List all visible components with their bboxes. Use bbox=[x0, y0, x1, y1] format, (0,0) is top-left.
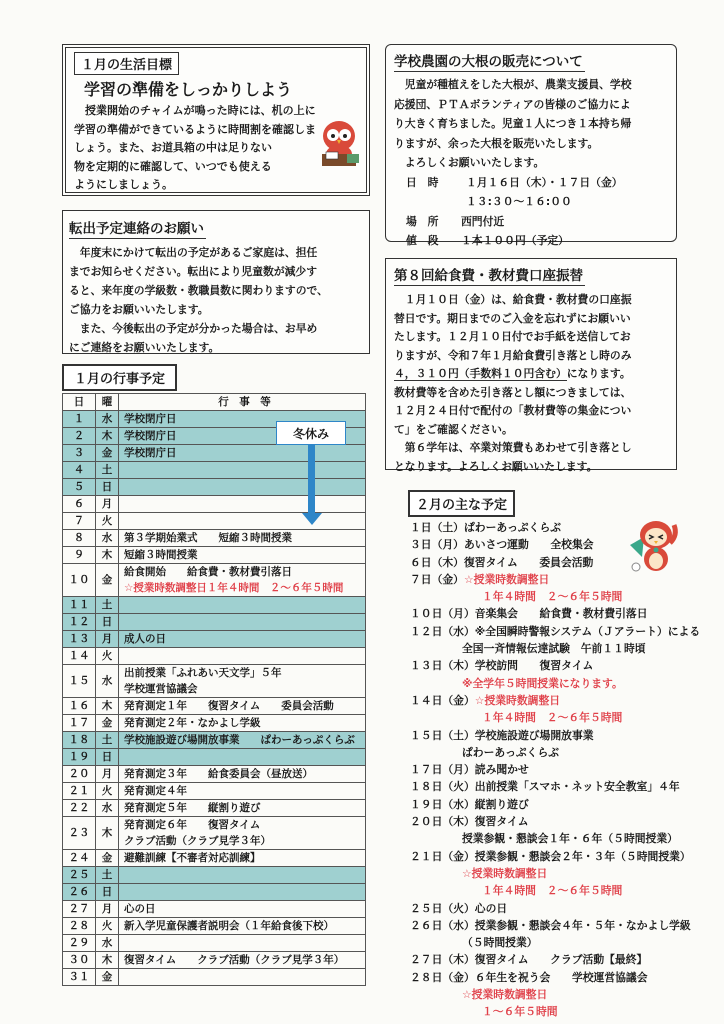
arrow-down-icon bbox=[302, 513, 322, 525]
weekday-cell: 金 bbox=[96, 969, 119, 986]
list-item bbox=[410, 778, 700, 795]
transfer-line: にご連絡をお願いいたします。 bbox=[69, 341, 220, 354]
table-row bbox=[63, 850, 366, 867]
event-text: 発育測定６年 復習タイム bbox=[124, 819, 261, 831]
event-text: 短縮３時間授業 bbox=[124, 549, 198, 561]
event-text: 復習タイム クラブ活動（クラブ見学３年） bbox=[124, 954, 345, 966]
weekday-cell: 火 bbox=[96, 648, 119, 665]
weekday-cell: 月 bbox=[96, 766, 119, 783]
weekday-cell: 土 bbox=[96, 732, 119, 749]
february-event: 学校訪問 復習タイム bbox=[474, 659, 594, 673]
radish-price-value: １本１００円（予定） bbox=[461, 234, 569, 247]
weekday-cell: 月 bbox=[96, 901, 119, 918]
table-row bbox=[63, 698, 366, 715]
day-cell: ２９ bbox=[63, 935, 96, 952]
weekday-cell: 火 bbox=[96, 783, 119, 800]
event-text-second-line: クラブ活動（クラブ見学３年） bbox=[124, 835, 271, 847]
list-item bbox=[410, 796, 700, 813]
february-date: ２８日（金） bbox=[410, 970, 475, 984]
transfer-line: までお知らせください。転出により児童数が減少す bbox=[69, 265, 318, 278]
payment-line: １２月２４日付で配付の「教材費等の集金につい bbox=[394, 404, 632, 417]
event-cell bbox=[119, 496, 366, 513]
payment-line: となります。よろしくお願いいたします。 bbox=[394, 459, 598, 473]
event-cell bbox=[119, 479, 366, 496]
event-cell bbox=[119, 952, 366, 969]
table-row bbox=[63, 817, 366, 850]
february-event: ぱわーあっぷくらぶ bbox=[463, 521, 562, 534]
february-adjustment-hours: １年４時間 ２～６年５時間 bbox=[482, 590, 623, 604]
day-cell: １６ bbox=[63, 698, 96, 715]
february-adjustment-note: ☆授業時数調整日 bbox=[463, 572, 550, 586]
day-cell: ２１ bbox=[63, 783, 96, 800]
weekday-cell: 金 bbox=[96, 850, 119, 867]
list-item bbox=[410, 571, 700, 588]
list-item bbox=[410, 848, 700, 865]
radish-date-label: 日 時 bbox=[406, 175, 439, 189]
weekday-cell: 土 bbox=[96, 597, 119, 614]
event-cell bbox=[119, 901, 366, 918]
header-day: 日 bbox=[63, 394, 96, 411]
radish-price-label: 値 段 bbox=[406, 234, 439, 247]
event-cell bbox=[119, 513, 366, 530]
transfer-line: ると、来年度の学級数・教職員数に関わりますので、 bbox=[69, 284, 328, 297]
event-cell bbox=[119, 783, 366, 800]
day-cell: １５ bbox=[63, 665, 96, 698]
january-schedule-table bbox=[62, 393, 366, 986]
list-item bbox=[410, 951, 700, 968]
february-date: １７日（月） bbox=[410, 763, 475, 777]
table-row bbox=[63, 614, 366, 631]
event-cell bbox=[119, 462, 366, 479]
february-event: 復習タイム bbox=[474, 815, 529, 829]
life-goal-line: 学習の準備ができているように時間割を確認しま bbox=[74, 122, 316, 136]
list-item bbox=[410, 519, 700, 536]
table-row bbox=[63, 935, 366, 952]
weekday-cell: 日 bbox=[96, 749, 119, 766]
event-text: 避難訓練【不審者対応訓練】 bbox=[124, 852, 261, 864]
transfer-line: ご協力をお願いいたします。 bbox=[69, 303, 209, 316]
table-row bbox=[63, 479, 366, 496]
payment-line: 第６学年は、卒業対策費もあわせて引き落とし bbox=[404, 441, 632, 454]
february-event-continued: ぱわーあっぷくらぶ bbox=[462, 745, 560, 759]
day-cell: ４ bbox=[63, 462, 96, 479]
radish-date-value: １月１６日（木）・１７日（金） bbox=[466, 175, 623, 189]
february-date: １９日（水） bbox=[410, 797, 475, 811]
payment-line: 教材費等を含めた引き落とし額につきましては、 bbox=[394, 385, 632, 399]
february-date: ２６日（水） bbox=[410, 918, 475, 932]
event-cell bbox=[119, 766, 366, 783]
event-cell bbox=[119, 698, 366, 715]
february-adjustment-note: ☆授業時数調整日 bbox=[474, 693, 561, 707]
list-item bbox=[410, 900, 700, 917]
february-date: １２日（水） bbox=[410, 624, 475, 638]
february-date: ７日（金） bbox=[410, 572, 464, 586]
day-cell: ３１ bbox=[63, 969, 96, 986]
weekday-cell: 日 bbox=[96, 479, 119, 496]
event-text: 学校閉庁日 bbox=[124, 447, 177, 459]
weekday-cell: 日 bbox=[96, 614, 119, 631]
table-row bbox=[63, 918, 366, 935]
table-row bbox=[63, 952, 366, 969]
day-cell: １４ bbox=[63, 648, 96, 665]
table-row bbox=[63, 665, 366, 698]
event-cell bbox=[119, 732, 366, 749]
table-row bbox=[63, 564, 366, 597]
life-goal-tag: １月の生活目標 bbox=[74, 52, 179, 75]
list-item bbox=[410, 657, 700, 674]
weekday-cell: 木 bbox=[96, 952, 119, 969]
february-event-continued: （５時間授業） bbox=[462, 936, 538, 950]
february-adjustment-note: ☆授業時数調整日 bbox=[462, 866, 548, 880]
table-row bbox=[63, 783, 366, 800]
day-cell: ２３ bbox=[63, 817, 96, 850]
transfer-heading: 転出予定連絡のお願い bbox=[69, 217, 206, 239]
payment-heading: 第８回給食費・教材費口座振替 bbox=[394, 264, 585, 286]
weekday-cell: 月 bbox=[96, 631, 119, 648]
day-cell: １９ bbox=[63, 749, 96, 766]
list-item bbox=[410, 605, 700, 622]
february-date: ２５日（火） bbox=[410, 901, 475, 915]
life-goal-line: ようにしましょう。 bbox=[74, 178, 173, 191]
table-row bbox=[63, 597, 366, 614]
event-cell bbox=[119, 850, 366, 867]
weekday-cell: 水 bbox=[96, 935, 119, 952]
february-event: 授業参観・懇談会４年・５年・なかよし学級 bbox=[474, 918, 691, 932]
february-date: １４日（金） bbox=[410, 693, 475, 707]
event-cell bbox=[119, 547, 366, 564]
event-cell bbox=[119, 918, 366, 935]
january-schedule-tag: １月の行事予定 bbox=[62, 364, 177, 391]
header-weekday: 曜 bbox=[96, 394, 119, 411]
transfer-line: また、今後転出の予定が分かった場合は、お早め bbox=[79, 322, 318, 335]
event-cell bbox=[119, 969, 366, 986]
day-cell: ２２ bbox=[63, 800, 96, 817]
table-row bbox=[63, 496, 366, 513]
payment-amount-suffix: になります。 bbox=[566, 367, 631, 380]
radish-line: り大きく育ちました。児童１人につき１本持ち帰 bbox=[394, 117, 632, 130]
day-cell: １０ bbox=[63, 564, 96, 597]
february-date: ２７日（木） bbox=[410, 953, 475, 967]
radish-sale-box bbox=[385, 44, 677, 247]
list-item bbox=[410, 813, 700, 830]
event-cell bbox=[119, 530, 366, 547]
payment-line: て」をご確認ください。 bbox=[394, 422, 513, 436]
event-text: 発育測定１年 復習タイム 委員会活動 bbox=[124, 700, 334, 712]
day-cell: １ bbox=[63, 411, 96, 428]
list-item bbox=[410, 761, 700, 778]
list-item bbox=[410, 727, 700, 744]
table-row bbox=[63, 648, 366, 665]
february-event: 縦割り遊び bbox=[474, 797, 529, 811]
event-cell bbox=[119, 631, 366, 648]
february-event: 復習タイム 委員会活動 bbox=[463, 555, 594, 569]
life-goal-line: 物を定期的に確認して、いつでも使える bbox=[74, 159, 272, 173]
life-goal-line: しょう。また、お道具箱の中は足りない bbox=[74, 141, 272, 154]
event-text: 学校閉庁日 bbox=[124, 430, 177, 442]
winter-break-arrow-shaft bbox=[308, 445, 315, 515]
weekday-cell: 水 bbox=[96, 665, 119, 698]
radish-line: よろしくお願いいたします。 bbox=[404, 156, 545, 169]
table-row bbox=[63, 631, 366, 648]
table-row bbox=[63, 969, 366, 986]
weekday-cell: 木 bbox=[96, 547, 119, 564]
february-event-continued: 授業参観・懇談会１年・６年（５時間授業） bbox=[462, 832, 678, 846]
day-cell: ３０ bbox=[63, 952, 96, 969]
day-cell: １８ bbox=[63, 732, 96, 749]
radish-line: りますが、余った大根を販売いたします。 bbox=[394, 136, 599, 150]
radish-time-value: １３:３０～１６:００ bbox=[466, 195, 572, 208]
event-cell bbox=[119, 715, 366, 732]
weekday-cell: 木 bbox=[96, 698, 119, 715]
table-row bbox=[63, 462, 366, 479]
payment-line: りますが、令和７年１月給食費引き落とし時のみ bbox=[394, 348, 632, 362]
payment-line: たします。１２月１０日付でお手紙を送信してお bbox=[394, 330, 631, 343]
weekday-cell: 水 bbox=[96, 530, 119, 547]
weekday-cell: 火 bbox=[96, 513, 119, 530]
table-row bbox=[63, 732, 366, 749]
radish-place-label: 場 所 bbox=[406, 214, 439, 228]
february-schedule-list bbox=[410, 519, 700, 1021]
february-date: １５日（土） bbox=[410, 728, 475, 742]
transfer-line: 年度末にかけて転出の予定があるご家庭は、担任 bbox=[79, 246, 318, 259]
table-row bbox=[63, 530, 366, 547]
day-cell: ７ bbox=[63, 513, 96, 530]
february-event: 授業参観・懇談会２年・３年（５時間授業） bbox=[474, 849, 691, 863]
list-item bbox=[410, 692, 700, 709]
day-cell: ５ bbox=[63, 479, 96, 496]
february-adjustment-hours: １年４時間 ２～６年５時間 bbox=[482, 884, 623, 898]
weekday-cell: 木 bbox=[96, 817, 119, 850]
event-cell bbox=[119, 648, 366, 665]
february-date: ６日（木） bbox=[410, 555, 464, 569]
list-item bbox=[410, 554, 700, 571]
event-text: 学校施設遊び場開放事業 ぱわーあっぷくらぶ bbox=[124, 734, 355, 746]
day-cell: ２ bbox=[63, 428, 96, 445]
weekday-cell: 火 bbox=[96, 918, 119, 935]
weekday-cell: 水 bbox=[96, 411, 119, 428]
february-schedule-tag: ２月の主な予定 bbox=[408, 490, 515, 517]
event-text: 発育測定５年 縦割り遊び bbox=[124, 802, 261, 814]
february-adjustment-hours: １年４時間 ２～６年５時間 bbox=[482, 711, 623, 725]
february-event: 音楽集会 給食費・教材費引落日 bbox=[474, 607, 648, 621]
event-cell bbox=[119, 564, 366, 597]
february-date: １日（土） bbox=[410, 521, 464, 534]
table-row bbox=[63, 445, 366, 462]
radish-line: 応援団、ＰＴＡボランティアの皆様のご協力によ bbox=[394, 97, 631, 111]
weekday-cell: 土 bbox=[96, 867, 119, 884]
table-row bbox=[63, 715, 366, 732]
payment-notice-box bbox=[385, 258, 677, 473]
event-cell bbox=[119, 817, 366, 850]
february-date: ２０日（木） bbox=[410, 815, 475, 829]
day-cell: ８ bbox=[63, 530, 96, 547]
event-text-second-line: 学校運営協議会 bbox=[124, 683, 198, 695]
february-event: 読み聞かせ bbox=[474, 763, 529, 777]
list-item bbox=[410, 536, 700, 553]
day-cell: １２ bbox=[63, 614, 96, 631]
event-text: 発育測定３年 給食委員会（昼放送） bbox=[124, 768, 313, 780]
day-cell: １１ bbox=[63, 597, 96, 614]
february-adjustment-hours: １～６年５時間 bbox=[482, 1005, 558, 1019]
event-text: 成人の日 bbox=[124, 633, 166, 645]
weekday-cell: 木 bbox=[96, 428, 119, 445]
event-cell bbox=[119, 800, 366, 817]
header-events: 行 事 等 bbox=[119, 394, 366, 411]
event-cell bbox=[119, 614, 366, 631]
day-cell: １３ bbox=[63, 631, 96, 648]
weekday-cell: 水 bbox=[96, 800, 119, 817]
list-item bbox=[410, 969, 700, 986]
table-row bbox=[63, 800, 366, 817]
february-event: 学校施設遊び場開放事業 bbox=[474, 728, 594, 742]
weekday-cell: 月 bbox=[96, 496, 119, 513]
february-event: 復習タイム クラブ活動【最終】 bbox=[474, 953, 648, 967]
table-row bbox=[63, 901, 366, 918]
day-cell: ２４ bbox=[63, 850, 96, 867]
owl-mascot-studying-icon bbox=[314, 116, 364, 168]
february-adjustment-note: ※全学年５時間授業になります。 bbox=[462, 676, 623, 690]
table-row bbox=[63, 867, 366, 884]
day-cell: ９ bbox=[63, 547, 96, 564]
radish-line: 児童が種植えをした大根が、農業支援員、学校 bbox=[404, 78, 632, 91]
event-text: 出前授業「ふれあい天文学」５年 bbox=[124, 667, 282, 679]
day-cell: ２５ bbox=[63, 867, 96, 884]
weekday-cell: 金 bbox=[96, 445, 119, 462]
february-event: 出前授業「スマホ・ネット安全教室」４年 bbox=[474, 780, 680, 794]
event-cell bbox=[119, 935, 366, 952]
event-cell bbox=[119, 749, 366, 766]
february-event: 心の日 bbox=[474, 901, 508, 915]
february-event-continued: 全国一斉情報伝達試験 午前１１時頃 bbox=[462, 642, 646, 656]
event-text: 学校閉庁日 bbox=[124, 413, 177, 425]
day-cell: ２０ bbox=[63, 766, 96, 783]
event-text: 発育測定２年・なかよし学級 bbox=[124, 717, 261, 729]
weekday-cell: 金 bbox=[96, 564, 119, 597]
table-row bbox=[63, 766, 366, 783]
winter-break-label: 冬休み bbox=[276, 421, 346, 445]
day-cell: １７ bbox=[63, 715, 96, 732]
day-cell: ３ bbox=[63, 445, 96, 462]
february-date: １８日（火） bbox=[410, 780, 475, 794]
weekday-cell: 土 bbox=[96, 462, 119, 479]
weekday-cell: 金 bbox=[96, 715, 119, 732]
event-text: 心の日 bbox=[124, 903, 156, 915]
february-date: ３日（月） bbox=[410, 538, 464, 552]
event-adjustment-note: ☆授業時数調整日１年４時間 ２～６年５時間 bbox=[124, 582, 344, 594]
event-cell bbox=[119, 597, 366, 614]
february-event: あいさつ運動 全校集会 bbox=[463, 538, 594, 552]
event-text: 発育測定４年 bbox=[124, 785, 187, 797]
payment-line: １月１０日（金）は、給食費・教材費の口座振 bbox=[404, 293, 632, 306]
table-row bbox=[63, 547, 366, 564]
february-event: ６年生を祝う会 学校運営協議会 bbox=[474, 970, 648, 984]
transfer-notice-box bbox=[62, 210, 370, 354]
event-text: 新入学児童保護者説明会（１年給食後下校） bbox=[124, 920, 334, 932]
radish-heading: 学校農園の大根の販売について bbox=[394, 50, 585, 72]
february-date: １０日（月） bbox=[410, 607, 475, 621]
life-goal-box bbox=[62, 44, 370, 196]
payment-line: 替日です。期日までのご入金を忘れずにお願いい bbox=[394, 311, 631, 325]
february-event: ※全国瞬時警報システム（Ｊアラート）による bbox=[474, 624, 701, 638]
life-goal-title: 学習の準備をしっかりしよう bbox=[84, 80, 293, 99]
radish-place-value: 西門付近 bbox=[461, 214, 505, 228]
event-cell bbox=[119, 445, 366, 462]
payment-amount: ４，３１０円（手数料１０円含む） bbox=[394, 367, 567, 380]
list-item bbox=[410, 623, 700, 640]
day-cell: ６ bbox=[63, 496, 96, 513]
february-adjustment-note: ☆授業時数調整日 bbox=[462, 988, 548, 1002]
february-date: ２１日（金） bbox=[410, 849, 475, 863]
day-cell: ２７ bbox=[63, 901, 96, 918]
event-cell bbox=[119, 884, 366, 901]
event-text: 第３学期始業式 短縮３時間授業 bbox=[124, 532, 292, 544]
day-cell: ２６ bbox=[63, 884, 96, 901]
weekday-cell: 日 bbox=[96, 884, 119, 901]
table-row bbox=[63, 884, 366, 901]
day-cell: ２８ bbox=[63, 918, 96, 935]
table-header-row bbox=[63, 394, 366, 411]
list-item bbox=[410, 917, 700, 934]
table-row bbox=[63, 749, 366, 766]
event-text: 給食開始 給食費・教材費引落日 bbox=[124, 566, 292, 578]
life-goal-line: 授業開始のチャイムが鳴った時には、机の上に bbox=[85, 104, 316, 117]
february-date: １３日（木） bbox=[410, 659, 475, 673]
event-cell bbox=[119, 867, 366, 884]
event-cell bbox=[119, 665, 366, 698]
